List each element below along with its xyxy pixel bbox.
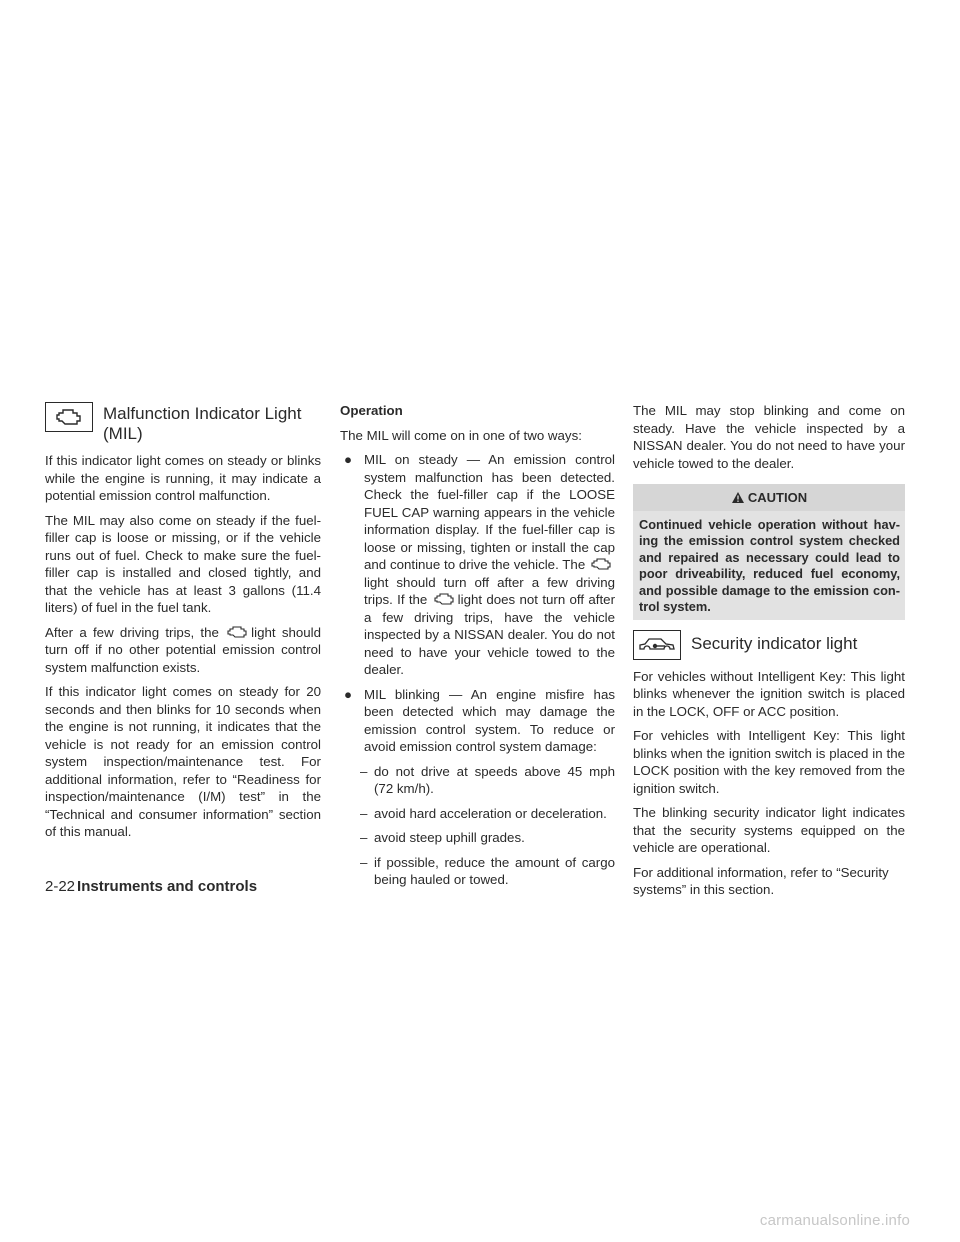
list-item: – avoid hard acceleration or deceleration. bbox=[360, 805, 607, 821]
bullet-mark: ● bbox=[344, 686, 353, 702]
engine-check-icon bbox=[589, 557, 615, 571]
page-number: 2-22 bbox=[45, 878, 76, 895]
security-heading bbox=[633, 630, 905, 660]
security-para-3: The blinking security indicator light indicates that the security systems equipped on the vehicle are operational. bbox=[633, 805, 905, 855]
caution-body: Continued vehicle operation without having the emission control system checked and repaired as necessary could lead to poor driveability, reduced fuel economy, and possible damage to the emission control system. bbox=[633, 511, 905, 620]
page-footer bbox=[45, 877, 257, 897]
car-key-icon bbox=[633, 630, 681, 660]
mil-title: Malfunction Indicator Light (MIL) bbox=[103, 404, 302, 443]
list-item: – avoid steep uphill grades. bbox=[360, 830, 525, 845]
security-para-4: For additional information, refer to “Security systems” in this section. bbox=[633, 864, 889, 897]
list-item: ● MIL blinking — An engine misfire has been detected which may damage the emission control system. To reduce or avoid emission control system damage: bbox=[340, 686, 615, 756]
caution-title: CAUTION bbox=[633, 484, 905, 511]
list-item: – do not drive at speeds above 45 mph (72 km/h). bbox=[360, 763, 615, 796]
operation-heading: Operation bbox=[340, 403, 403, 418]
security-title: Security indicator light bbox=[691, 633, 858, 653]
security-para-1: For vehicles without Intelligent Key: This light blinks whenever the ignition switch is placed in the LOCK, OFF or ACC position. bbox=[633, 668, 905, 719]
section-title: Instruments and controls bbox=[77, 878, 258, 895]
bullet-mark: ● bbox=[344, 452, 353, 467]
caution-box bbox=[633, 484, 905, 620]
operation-intro: The MIL will come on in one of two ways: bbox=[340, 427, 582, 443]
mil-para-1: If this indicator light comes on steady or blinks while the engine is running, it may indicate a potential emission control malfunction. bbox=[45, 453, 321, 503]
list-item: ● MIL on steady — An emission control system malfunction has been detected. Check the fuel-filler cap if the LOOSE FUEL CAP warning appears in the vehicle information display. If the fuel-filler cap is loose or missing, tighten or install the cap and continue to drive the vehicle. The light should turn off after a few driving trips. If the light does not turn off after a few driving trips, have the vehicle inspected by a NISSAN dealer. You do not need to have your vehicle towed to the dealer. bbox=[340, 451, 615, 679]
engine-check-icon bbox=[432, 592, 458, 606]
security-para-2: For vehicles with Intelligent Key: This light blinks when the ignition switch is placed in the LOCK position with the key removed from the ignition switch. bbox=[633, 728, 905, 796]
column-operation bbox=[340, 402, 615, 896]
list-item: – if possible, reduce the amount of cargo being hauled or towed. bbox=[360, 854, 615, 887]
warning-icon bbox=[731, 491, 745, 504]
mil-heading bbox=[45, 402, 321, 444]
engine-check-icon bbox=[225, 625, 251, 639]
watermark: carmanualsonline.info bbox=[759, 1212, 910, 1229]
mil-para-4: If this indicator light comes on steady for 20 seconds and then blinks for 10 seconds when the engine is not running, it indicates that the vehicle is not ready for an emission control system inspection/maintenance test. For additional information, refer to “Readiness for inspection/maintenance (I/M) test” in the “Technical and consumer information” section of this manual. bbox=[45, 684, 321, 839]
mil-para-2: The MIL may also come on steady if the fuel-filler cap is loose or missing, or if the vehicle runs out of fuel. Check to make sure the fuel-filler cap is installed and closed tightly, and that the vehicle has at least 3 gallons (11.4 liters) of fuel in the fuel tank. bbox=[45, 512, 321, 615]
mil-blink-para: The MIL may stop blinking and come on steady. Have the vehicle inspected by a NISSAN dealer. You do not need to have your vehicle towed to the dealer. bbox=[633, 403, 905, 471]
engine-check-icon bbox=[45, 402, 93, 432]
mil-para-3: After a few driving trips, the light should turn off if no other potential emission control system malfunction exists. bbox=[45, 624, 322, 675]
column-mil bbox=[45, 402, 321, 848]
column-security bbox=[633, 402, 905, 906]
